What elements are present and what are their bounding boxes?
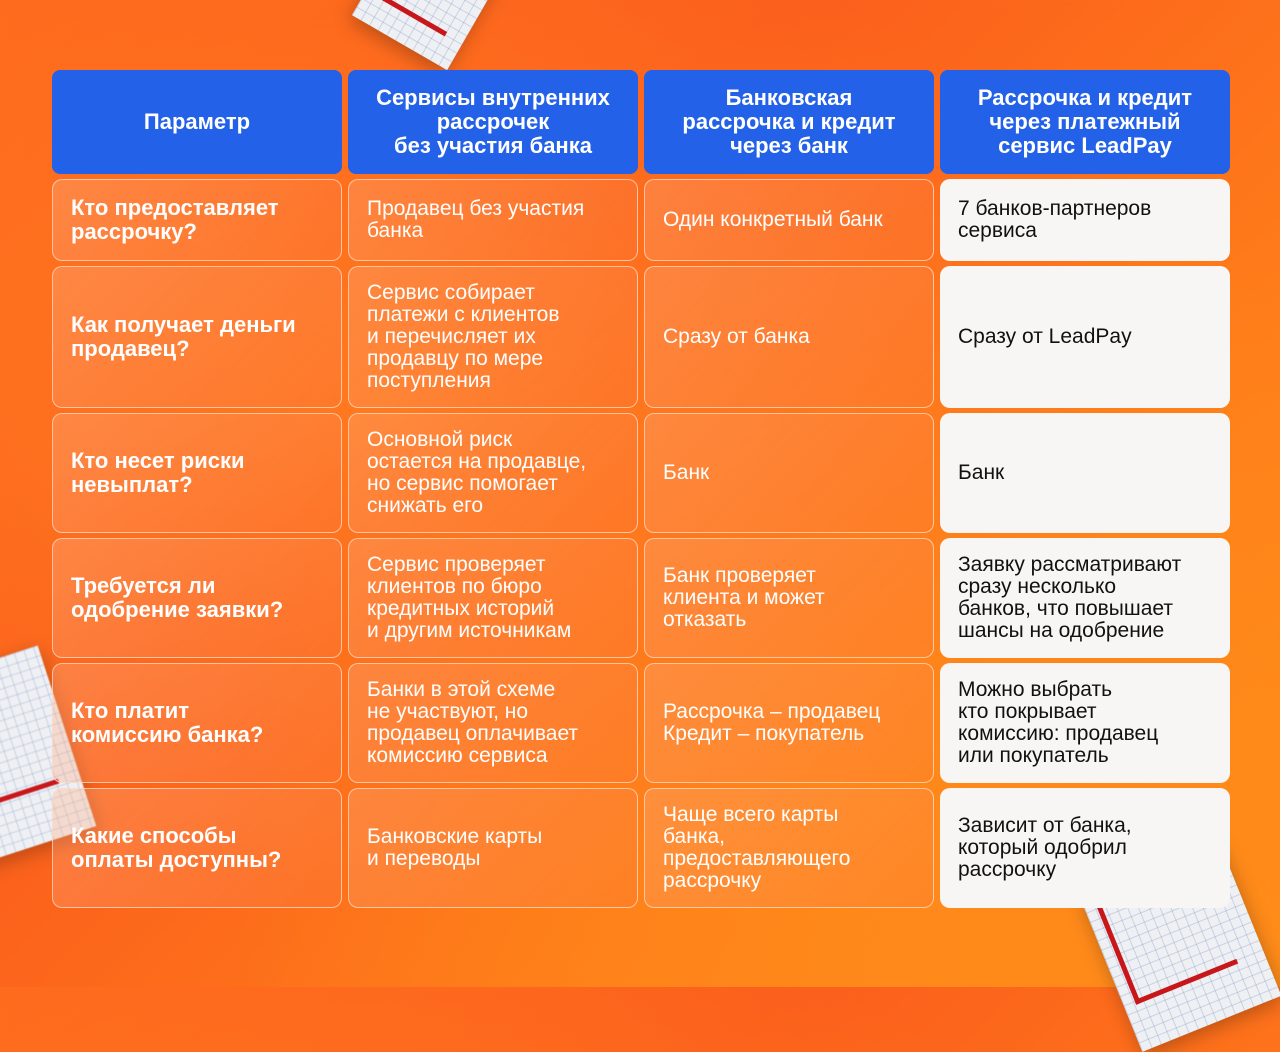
row-internal-approval: Сервис проверяет клиентов по бюро кредитных историй и другим источникам xyxy=(348,538,638,658)
row-param-payment-methods: Какие способы оплаты доступны? xyxy=(52,788,342,908)
row-bank-who-provides: Один конкретный банк xyxy=(644,179,934,261)
header-parameter: Параметр xyxy=(52,70,342,174)
row-bank-risk: Банк xyxy=(644,413,934,533)
row-leadpay-payment-methods: Зависит от банка, который одобрил рассрочку xyxy=(940,788,1230,908)
row-leadpay-who-provides: 7 банков-партнеров сервиса xyxy=(940,179,1230,261)
row-internal-payment-methods: Банковские карты и переводы xyxy=(348,788,638,908)
row-leadpay-seller-payment: Сразу от LeadPay xyxy=(940,266,1230,408)
row-internal-seller-payment: Сервис собирает платежи с клиентов и перечисляет их продавцу по мере поступления xyxy=(348,266,638,408)
row-internal-risk: Основной риск остается на продавце, но сервис помогает снижать его xyxy=(348,413,638,533)
row-param-approval: Требуется ли одобрение заявки? xyxy=(52,538,342,658)
row-leadpay-approval: Заявку рассматривают сразу несколько банков, что повышает шансы на одобрение xyxy=(940,538,1230,658)
row-internal-who-provides: Продавец без участия банка xyxy=(348,179,638,261)
row-bank-approval: Банк проверяет клиента и может отказать xyxy=(644,538,934,658)
row-param-who-provides: Кто предоставляет рассрочку? xyxy=(52,179,342,261)
header-bank-installments: Банковская рассрочка и кредит через банк xyxy=(644,70,934,174)
row-leadpay-risk: Банк xyxy=(940,413,1230,533)
row-param-seller-payment: Как получает деньги продавец? xyxy=(52,266,342,408)
row-param-commission: Кто платит комиссию банка? xyxy=(52,663,342,783)
row-internal-commission: Банки в этой схеме не участвуют, но продавец оплачивает комиссию сервиса xyxy=(348,663,638,783)
row-param-risk: Кто несет риски невыплат? xyxy=(52,413,342,533)
row-bank-payment-methods: Чаще всего карты банка, предоставляющего рассрочку xyxy=(644,788,934,908)
row-bank-seller-payment: Сразу от банка xyxy=(644,266,934,408)
comparison-table xyxy=(52,70,1230,908)
row-leadpay-commission: Можно выбрать кто покрывает комиссию: продавец или покупатель xyxy=(940,663,1230,783)
header-leadpay: Рассрочка и кредит через платежный сервис LeadPay xyxy=(940,70,1230,174)
envelope-decoration-top xyxy=(352,0,502,70)
header-internal-installments: Сервисы внутренних рассрочек без участия банка xyxy=(348,70,638,174)
row-bank-commission: Рассрочка – продавец Кредит – покупатель xyxy=(644,663,934,783)
